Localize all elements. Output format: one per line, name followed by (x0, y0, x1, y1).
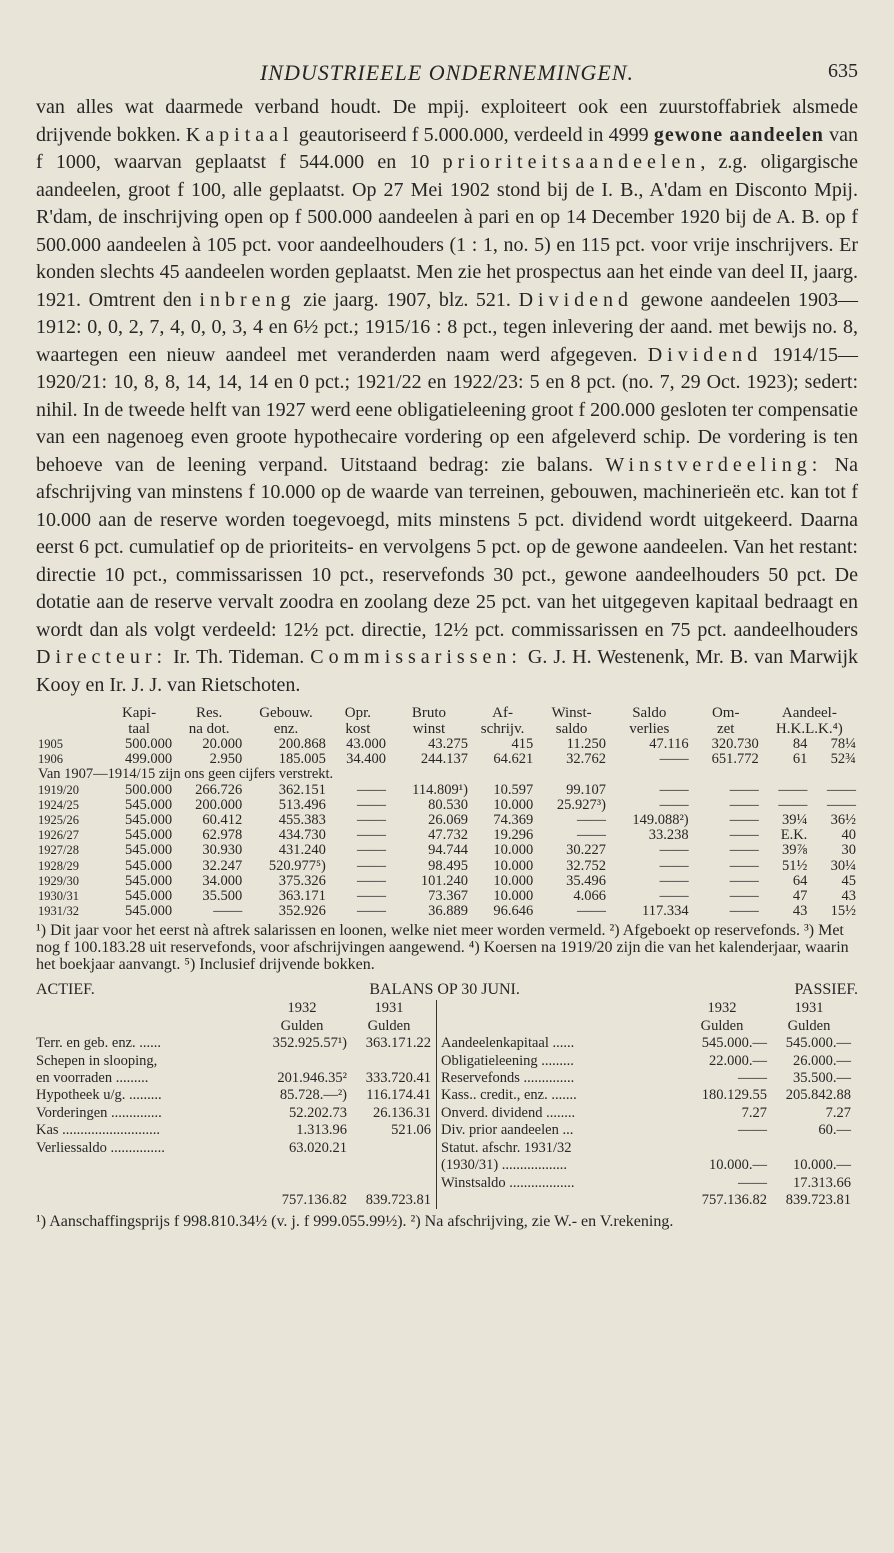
balance-value: 26.136.31 (373, 1104, 431, 1121)
table-cell: —— (729, 903, 759, 920)
text-run: Na afschrijving van minstens f 10.000 op de waarde van terreinen, gebouwen, machinerieën etc. kan tot f 10.000 aan de reserve worden toegevoegd, mits minstens 5 pct. dividend wordt uitgekeerd. Daarna eerst 6 pct. cumulatief op de prioriteits- en vervolgens 5 pct. op de gewone aandeelen. Van het restant: directie 10 pct., commissarissen 10 pct., reservefonds 30 pct., gewone aandeelhouders 50 pct. De dotatie aan de reserve vervalt zoodra en zoolang deze 25 pct. van het uitgegeven kapitaal bedraagt en wordt dan als volgt verdeeld: 12½ pct. directie, 12½ pct. commissarissen en 75 pct. aandeelhouders (36, 453, 858, 641)
balance-assets (36, 1000, 437, 1209)
table-cell: —— (576, 827, 606, 844)
table-cell: 500.000 (124, 736, 173, 752)
table-cell: —— (357, 872, 386, 889)
balance-sheet (36, 1000, 858, 1209)
heading-dividend: Dividend (518, 288, 633, 311)
table-cell: —— (357, 812, 386, 829)
table-cell: 320.730 (711, 736, 759, 752)
table-cell: —— (729, 812, 759, 829)
header-cell: zet (716, 721, 735, 737)
header-cell: Res. (196, 705, 223, 721)
table-cell: 101.240 (420, 872, 468, 889)
table-cell: 185.005 (278, 751, 326, 768)
table-cell: 375.326 (278, 872, 326, 889)
balance-value: 839.723.81 (785, 1191, 851, 1208)
table-cell: 36.889 (428, 903, 468, 920)
balance-label (441, 1000, 677, 1017)
history-rows (36, 737, 858, 919)
table-cell: 74.369 (493, 812, 534, 829)
balance-label: Reservefonds .............. (441, 1070, 575, 1087)
balance-value: 7.27 (741, 1104, 767, 1121)
balance-value: 17.313.66 (793, 1174, 851, 1191)
balance-label: Kass.. credit., enz. ....... (441, 1087, 577, 1104)
table-cell: 33.238 (648, 827, 689, 844)
table-cell: 10.000 (493, 872, 534, 889)
table-cell: —— (729, 842, 759, 859)
table-cell: 40 (841, 827, 856, 844)
table-cell: 266.726 (195, 781, 243, 798)
balance-label: en voorraden ......... (36, 1070, 149, 1087)
table-cell: 545.000 (124, 888, 173, 905)
balance-value: Gulden (280, 1017, 324, 1034)
heading-prioriteitsaandeelen: prioriteitsaandeelen (442, 151, 701, 173)
table-row (36, 889, 858, 904)
table-cell: 30.930 (202, 842, 243, 859)
balance-value: 1932 (707, 1000, 737, 1017)
table-cell: —— (659, 857, 689, 874)
table-cell: 1927/28 (38, 843, 79, 858)
balance-row (36, 1140, 431, 1157)
table-cell: 545.000 (124, 903, 173, 920)
table-cell: 43.275 (428, 736, 468, 752)
table-cell: —— (659, 872, 689, 889)
table-cell: 520.977⁵) (268, 857, 326, 874)
balance-value (347, 1140, 431, 1157)
table-cell: 84 (792, 736, 808, 752)
balance-value (257, 1053, 347, 1070)
table-cell: 45 (841, 872, 856, 889)
heading-gewone-aandeelen: gewone aandeelen (653, 123, 824, 146)
balance-row (441, 1035, 851, 1052)
table-cell: 1924/25 (38, 797, 79, 812)
table-cell: 1928/29 (38, 858, 79, 873)
balance-value: 205.842.88 (785, 1087, 851, 1104)
table-cell: 545.000 (124, 796, 173, 813)
table-cell: —— (659, 796, 689, 813)
table-cell: 499.000 (124, 751, 173, 768)
table-cell: 1930/31 (38, 889, 79, 904)
balance-row (441, 1122, 851, 1139)
header-cell: Af- (492, 705, 513, 721)
heading-winstverdeeling: Winstverdeeling: (605, 453, 823, 476)
table-cell: 513.496 (278, 796, 326, 813)
header-cell: Aandeel- (781, 705, 837, 721)
text-run: van alles wat daarmede verband houdt. De mpij. exploiteert ook een zuurstoffabriek alsmede drijvende bokken. (36, 96, 858, 146)
table-row (36, 798, 858, 813)
text-run: zie jaarg. 1907, blz. 521. (295, 288, 519, 311)
balance-header-row (36, 1000, 431, 1017)
table-cell: 73.367 (428, 888, 468, 905)
table-cell: 35.496 (566, 872, 606, 889)
table-cell: 52¾ (830, 751, 856, 768)
table-cell: 80.530 (428, 796, 468, 813)
balance-title: BALANS OP 30 JUNI. (369, 981, 520, 999)
table-cell: —— (659, 888, 689, 905)
table-cell: —— (729, 796, 759, 813)
balance-row (441, 1105, 851, 1122)
table-cell: 200.868 (278, 736, 326, 752)
table-cell: 200.000 (195, 796, 243, 813)
header-cell: schrijv. (480, 721, 525, 737)
heading-kapitaal: Kapitaal (185, 123, 294, 146)
heading-dividend: Dividend (647, 343, 763, 366)
table-cell: —— (357, 827, 386, 844)
balance-value: 1.313.96 (296, 1122, 347, 1139)
table-row (36, 904, 858, 919)
page-title: INDUSTRIEELE ONDERNEMINGEN. (259, 60, 635, 85)
table-cell: —— (827, 781, 856, 798)
balance-row (36, 1035, 431, 1052)
balance-value: 26.000.— (793, 1052, 851, 1069)
balance-value: —— (738, 1122, 767, 1139)
balance-label: Div. prior aandeelen ... (441, 1122, 574, 1139)
balance-header-row (441, 1018, 851, 1035)
balance-row (36, 1053, 431, 1070)
header-cell: Gebouw. (259, 705, 313, 721)
balance-row (441, 1157, 851, 1174)
balance-label (36, 1000, 257, 1017)
table-cell: —— (729, 888, 759, 905)
balance-value: 63.020.21 (289, 1139, 347, 1156)
table-row (36, 843, 858, 858)
table-cell: 30.227 (566, 842, 606, 859)
balance-value: Gulden (367, 1017, 411, 1034)
balance-header-row (36, 1018, 431, 1035)
table-cell: 434.730 (278, 827, 326, 844)
table-cell: 1926/27 (38, 828, 79, 843)
table-row (36, 752, 858, 767)
header-cell: enz. (273, 721, 299, 737)
header-cell (36, 705, 104, 721)
text-run: Ir. Th. Tideman. (167, 646, 311, 668)
text-run: van f 1000, waarvan geplaatst f 544.000 en 10 (36, 123, 858, 173)
table-cell: 30 (841, 842, 856, 859)
heading-commissarissen: Commissarissen: (310, 646, 522, 668)
balance-value: Gulden (787, 1017, 831, 1034)
balance-header (36, 981, 858, 999)
table-cell: 20.000 (202, 736, 243, 752)
table-cell: E.K. (780, 827, 808, 844)
table-cell: 455.383 (278, 812, 326, 829)
table-cell: 19.296 (493, 827, 534, 844)
table-cell: 34.000 (202, 872, 243, 889)
balance-label: Vorderingen .............. (36, 1104, 162, 1121)
header-cell: winst (412, 721, 446, 737)
balance-value: 352.925.57¹) (272, 1035, 347, 1052)
table-row (36, 813, 858, 828)
body-text (36, 94, 858, 699)
table-cell: 36½ (830, 812, 856, 829)
balance-value: 180.129.55 (701, 1087, 767, 1104)
table-cell: —— (729, 872, 759, 889)
balance-value: 35.500.— (793, 1070, 851, 1087)
table-cell: 1905 (38, 737, 63, 751)
table-cell: 32.762 (566, 751, 606, 768)
table-cell: 1906 (38, 752, 63, 767)
balance-label (441, 1018, 677, 1035)
table-cell: 2.950 (209, 751, 243, 768)
balance-value: 10.000.— (793, 1157, 851, 1174)
balance-label (36, 1192, 257, 1209)
balance-row (36, 1087, 431, 1104)
table-cell: —— (778, 781, 808, 798)
table-cell: 363.171 (278, 888, 326, 905)
balance-label (441, 1192, 677, 1209)
table-cell: —— (357, 796, 386, 813)
header-cell: saldo (555, 721, 588, 737)
table-cell: —— (357, 781, 386, 798)
table-note-cell: Van 1907—1914/15 zijn ons geen cijfers verstrekt. (38, 766, 334, 783)
table-cell: 114.809¹) (412, 781, 468, 798)
header-cell: Bruto (411, 705, 447, 721)
balance-liabilities (437, 1000, 851, 1209)
text-run: G. J. H. Westenenk, Mr. B. van Marwijk Kooy en Ir. J. J. van Rietschoten. (36, 646, 858, 696)
table-cell: 34.400 (346, 751, 386, 768)
table-cell: 4.066 (573, 888, 606, 905)
header-cell: Opr. (344, 705, 372, 721)
table-header-row (36, 705, 858, 721)
table-cell: 1919/20 (38, 782, 79, 797)
balance-actief-label: ACTIEF. (36, 981, 95, 999)
table-cell: 415 (511, 736, 534, 752)
table-cell: 651.772 (711, 751, 759, 768)
text-run: geautoriseerd f 5.000.000, verdeeld in 4999 (293, 123, 654, 146)
table-cell: 43 (841, 888, 856, 905)
table-row (36, 874, 858, 889)
balance-value: 363.171.22 (365, 1035, 431, 1052)
history-table (36, 705, 858, 919)
spacer (36, 1157, 431, 1192)
table-cell: —— (213, 903, 243, 920)
table-cell: 39⅞ (781, 842, 808, 859)
table-header-row (36, 721, 858, 737)
table-cell: 352.926 (278, 903, 326, 920)
table-cell: 545.000 (124, 812, 173, 829)
table-row (36, 783, 858, 798)
table-cell: —— (729, 781, 759, 798)
header-cell (36, 721, 104, 737)
header-cell: Kapi- (121, 705, 157, 721)
table-cell: 62.978 (202, 827, 243, 844)
table-cell: —— (659, 781, 689, 798)
balance-value: 757.136.82 (701, 1191, 767, 1208)
balance-label: Terr. en geb. enz. ...... (36, 1035, 162, 1052)
balance-value (767, 1140, 851, 1157)
balance-value: 1932 (287, 1000, 317, 1017)
table-cell: —— (357, 842, 386, 859)
table-cell: 99.107 (566, 781, 606, 798)
table-cell: 1931/32 (38, 904, 79, 919)
page-number: 635 (828, 60, 858, 82)
balance-value: 85.728.—²) (279, 1087, 347, 1104)
table-cell: 545.000 (124, 827, 173, 844)
page-header (36, 60, 858, 94)
balance-value: 521.06 (391, 1122, 431, 1139)
balance-label: (1930/31) .................. (441, 1157, 568, 1174)
balance-label: Hypotheek u/g. ......... (36, 1087, 162, 1104)
table-cell: 1929/30 (38, 873, 79, 888)
balance-row (441, 1053, 851, 1070)
balance-value: 52.202.73 (289, 1104, 347, 1121)
balance-label: Statut. afschr. 1931/32 (441, 1139, 572, 1156)
table-row-note (36, 767, 858, 782)
text-run: gewone aandeelen 1903—1912: 0, 0, 2, 7, 4, 0, 0, 3, 4 en 6½ pct.; 1915/16 : 8 pct., tegen inlevering der aand. met bewijs no. 8, waartegen een nieuw aandeel met veranderden naam werd afgegeven. (36, 288, 858, 366)
table-cell: —— (576, 903, 606, 920)
table-cell: 47.732 (428, 827, 468, 844)
header-cell: verlies (629, 721, 670, 737)
balance-row (441, 1087, 851, 1104)
balance-row (441, 1192, 851, 1209)
balance-row (441, 1140, 851, 1157)
table-cell: 98.495 (428, 857, 468, 874)
table-cell: —— (729, 827, 759, 844)
table-cell: 26.069 (428, 812, 468, 829)
table-cell: —— (729, 857, 759, 874)
balance-value: 333.720.41 (365, 1070, 431, 1087)
table-cell: —— (778, 796, 808, 813)
heading-inbreng: inbreng (199, 288, 296, 311)
header-cell: Winst- (551, 705, 592, 721)
text-run: , z.g. oligargische aandeelen, groot f 100, alle geplaatst. Op 27 Mei 1902 stond bij de I. B., A'dam en Disconto Mpij. R'dam, de inschrijving open op f 500.000 aandeelen à pari en op 14 December 1920 bij de A. B. op f 500.000 aandeelen à 105 pct. voor aandeelhouders (1 : 1, no. 5) en 115 pct. voor vrije inschrijvers. Er konden slechts 45 aandeelen worden geplaatst. Men zie het prospectus aan het einde van deel II, jaarg. 1921. Omtrent den (36, 151, 859, 311)
text-run: 1914/15—1920/21: 10, 8, 8, 14, 14, 14 en 0 pct.; 1921/22 en 1922/23: 5 en 8 pct. (no. 7, 29 Oct. 1923); sedert: nihil. In de tweede helft van 1927 werd eene obligatieleening groot f 200.000 gesloten ter compensatie van een nagenoeg even groote hypothecaire vordering op een afgeleverd schip. De vordering is ten behoeve van de leening verpand. Uitstaand bedrag: zie balans. (36, 343, 858, 476)
table-cell: 47.116 (649, 736, 689, 752)
table-cell: 11.250 (566, 736, 606, 752)
table-cell: 362.151 (278, 781, 326, 798)
table-cell: —— (827, 796, 856, 813)
table-cell: 43 (792, 903, 808, 920)
balance-row (441, 1070, 851, 1087)
header-cell: H.K.L.K.⁴) (775, 721, 843, 737)
balance-value: 1931 (794, 1000, 824, 1017)
table-row (36, 828, 858, 843)
table-cell: 545.000 (124, 857, 173, 874)
balance-value: Gulden (700, 1017, 744, 1034)
balance-header-row (441, 1000, 851, 1017)
table-cell: 47 (792, 888, 808, 905)
company-paragraph (36, 94, 858, 699)
header-cell: kost (345, 721, 371, 737)
table-cell: 10.597 (493, 781, 534, 798)
balance-value: 839.723.81 (365, 1191, 431, 1208)
balance-value: 757.136.82 (281, 1191, 347, 1208)
balance-row (36, 1070, 431, 1087)
balance-value: 10.000.— (709, 1157, 767, 1174)
balance-label: Winstsaldo .................. (441, 1174, 575, 1191)
table-cell: 78¼ (830, 736, 856, 752)
table-cell: 32.247 (202, 857, 243, 874)
balance-value: —— (738, 1070, 767, 1087)
table-cell: 15½ (830, 903, 856, 920)
table-cell: 61 (792, 751, 808, 768)
table-cell: 10.000 (493, 857, 534, 874)
balance-value: 116.174.41 (366, 1087, 431, 1104)
balance-label (36, 1018, 257, 1035)
table-cell: 545.000 (124, 842, 173, 859)
balance-label: Verliessaldo ............... (36, 1139, 165, 1156)
table-cell: —— (659, 842, 689, 859)
heading-directeur: Directeur: (36, 646, 168, 668)
table-cell: 30¼ (830, 857, 856, 874)
balance-value: 201.946.35² (277, 1070, 347, 1087)
balance-row (36, 1192, 431, 1209)
table-row (36, 859, 858, 874)
balance-row (441, 1175, 851, 1192)
balance-label: Kas ........................... (36, 1122, 161, 1139)
table-cell: 96.646 (493, 903, 534, 920)
table-cell: —— (357, 888, 386, 905)
table-cell: 94.744 (428, 842, 468, 859)
table-cell: 25.927³) (556, 796, 606, 813)
table-cell: 32.752 (566, 857, 606, 874)
balance-value: 22.000.— (709, 1052, 767, 1069)
table-cell: 60.412 (202, 812, 243, 829)
table-cell: 149.088²) (632, 812, 689, 829)
table-cell: —— (357, 857, 386, 874)
table-cell: 10.000 (493, 888, 534, 905)
table-row (36, 737, 858, 752)
balance-row (36, 1105, 431, 1122)
table-cell: —— (357, 903, 386, 920)
table-cell: 51½ (781, 857, 808, 874)
table-cell: 244.137 (420, 751, 468, 768)
table-cell: 43.000 (346, 736, 386, 752)
header-cell: na dot. (188, 721, 230, 737)
table-cell: —— (659, 751, 689, 768)
balance-value (677, 1140, 767, 1157)
balance-passief-label: PASSIEF. (794, 981, 858, 999)
table-cell: 10.000 (493, 796, 534, 813)
balance-value: 7.27 (825, 1104, 851, 1121)
balance-value (347, 1053, 431, 1070)
table-cell: 500.000 (124, 781, 173, 798)
table-cell: 64.621 (493, 751, 534, 768)
table-cell: 10.000 (493, 842, 534, 859)
table-cell: —— (576, 812, 606, 829)
table-cell: 545.000 (124, 872, 173, 889)
balance-value: —— (738, 1174, 767, 1191)
balance-value: 60.— (818, 1122, 851, 1139)
table-cell: 1925/26 (38, 813, 79, 828)
table-cell: 35.500 (202, 888, 243, 905)
balance-label: Onverd. dividend ........ (441, 1104, 576, 1121)
balance-label: Schepen in slooping, (36, 1052, 158, 1069)
table-cell: 117.334 (642, 903, 689, 920)
history-footnote: ¹) Dit jaar voor het eerst nà aftrek salarissen en loonen, welke niet meer worden vermeld. ²) Afgeboekt op reservefonds. ³) Met nog f 100.183.28 uit reservefonds, voor afschrijvingen aangewend. ⁴) Koersen na 1919/20 zijn die van het kalenderjaar, waarin het boekjaar aanvangt. ⁵) Inclusief drijvende bokken. (36, 922, 849, 974)
balance-value: 545.000.— (701, 1035, 767, 1052)
balance-label: Obligatieleening ......... (441, 1052, 574, 1069)
balance-value: 545.000.— (785, 1035, 851, 1052)
balance-row (36, 1122, 431, 1139)
table-cell: 39¼ (781, 812, 808, 829)
balance-footnote: ¹) Aanschaffingsprijs f 998.810.34½ (v. j. f 999.055.99½). ²) Na afschrijving, zie W.- en V.rekening. (36, 1213, 674, 1231)
table-cell: 64 (792, 872, 808, 889)
header-cell: Om- (711, 705, 740, 721)
balance-value: 1931 (374, 1000, 404, 1017)
table-cell: 431.240 (278, 842, 326, 859)
header-cell: Saldo (632, 705, 667, 721)
header-cell: taal (128, 721, 150, 737)
balance-label: Aandeelenkapitaal ...... (441, 1035, 575, 1052)
